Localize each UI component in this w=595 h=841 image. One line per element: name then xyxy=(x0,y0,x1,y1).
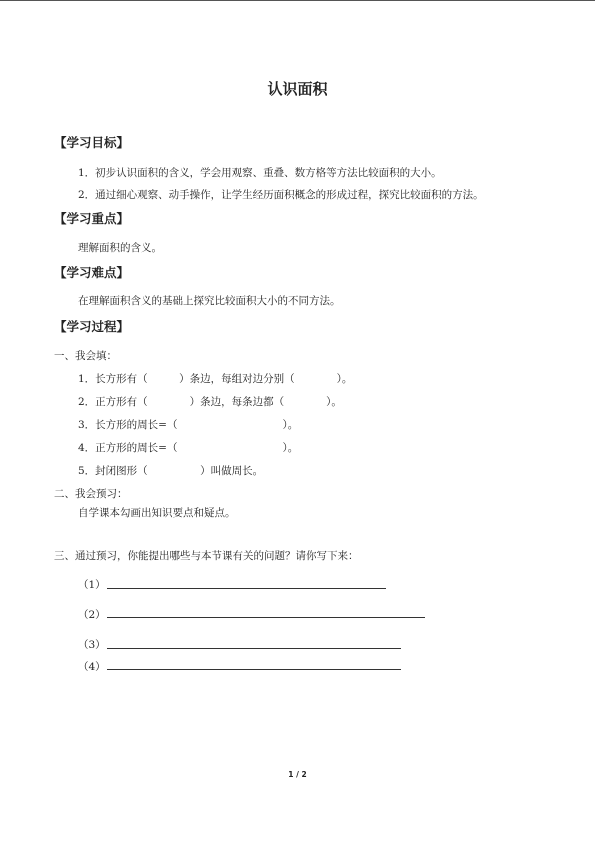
question-label-4: （4） xyxy=(78,661,106,673)
part3-title: 三、通过预习，你能提出哪些与本节课有关的问题？请你写下来： xyxy=(54,550,359,562)
answer-line-1[interactable] xyxy=(107,588,386,589)
fill-item-2: 2．正方形有（ ）条边，每条边都（ ）。 xyxy=(78,396,342,408)
objective-item-2: 2．通过细心观察、动手操作，让学生经历面积概念的形成过程，探究比较面积的方法。 xyxy=(78,189,484,201)
part2-text: 自学课本勾画出知识要点和疑点。 xyxy=(78,507,236,519)
answer-line-2[interactable] xyxy=(107,617,425,618)
fill-item-4: 4．正方形的周长=（ ）。 xyxy=(78,442,299,454)
answer-line-3[interactable] xyxy=(107,648,401,649)
difficulties-heading: 【学习难点】 xyxy=(54,265,130,280)
part2-title: 二、我会预习： xyxy=(54,488,128,500)
process-heading: 【学习过程】 xyxy=(54,319,130,334)
difficulties-text: 在理解面积含义的基础上探究比较面积大小的不同方法。 xyxy=(78,295,341,307)
objectives-heading: 【学习目标】 xyxy=(54,135,130,150)
header-rule xyxy=(0,0,595,1)
question-label-1: （1） xyxy=(78,579,106,591)
key-points-text: 理解面积的含义。 xyxy=(78,242,162,254)
answer-line-4[interactable] xyxy=(107,669,401,670)
part1-title: 一、我会填： xyxy=(54,350,117,362)
question-label-2: （2） xyxy=(78,609,106,621)
question-label-3: （3） xyxy=(78,639,106,651)
fill-item-3: 3．长方形的周长=（ ）。 xyxy=(78,419,299,431)
objective-item-1: 1．初步认识面积的含义，学会用观察、重叠、数方格等方法比较面积的大小。 xyxy=(78,167,442,179)
fill-item-1: 1．长方形有（ ）条边，每组对边分别（ ）。 xyxy=(78,373,353,385)
page-title: 认识面积 xyxy=(267,80,328,98)
key-points-heading: 【学习重点】 xyxy=(54,211,130,226)
page-number: 1 / 2 xyxy=(288,770,307,779)
fill-item-5: 5．封闭图形（ ）叫做周长。 xyxy=(78,465,264,477)
